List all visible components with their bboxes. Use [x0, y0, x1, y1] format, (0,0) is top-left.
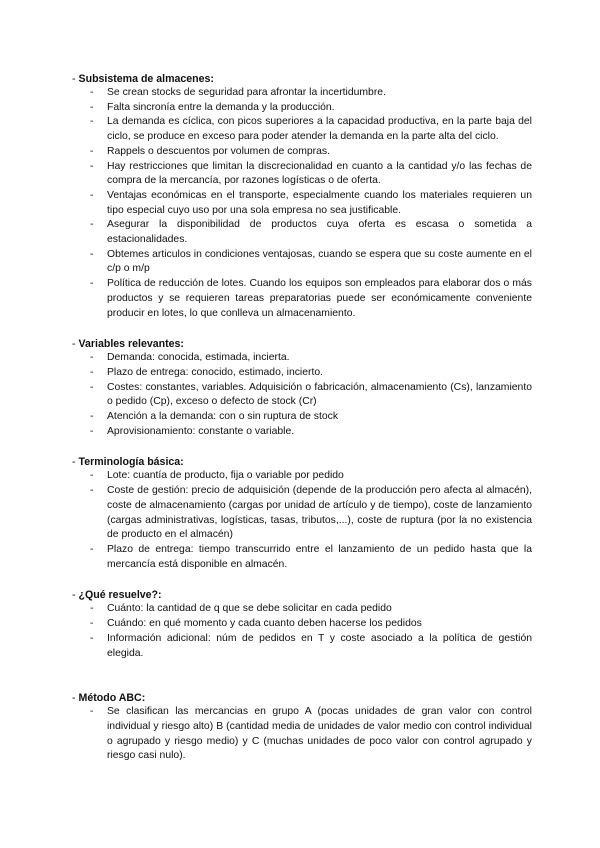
document-page [72, 72, 532, 780]
section-heading-text: Subsistema de almacenes: [78, 73, 214, 85]
dash-bullet: - [90, 632, 94, 644]
list-item-text: Información adicional: núm de pedidos en T y coste asociado a la política de gestión elegida. [107, 632, 532, 659]
section-metodo-abc [72, 691, 532, 764]
list-item-text: Rappels o descuentos por volumen de compras. [107, 145, 330, 157]
heading-dash: - [72, 73, 76, 85]
list-item [72, 425, 532, 440]
section-heading [72, 588, 532, 602]
section-subsistema-almacenes [72, 72, 532, 321]
list-item-text: Lote: cuantía de producto, fija o variable por pedido [107, 470, 344, 482]
list-item-text: Asegurar la disponibilidad de productos cuya oferta es escasa o sometida a estacionalidades. [107, 219, 532, 246]
section-heading-text: Método ABC: [78, 692, 146, 705]
list-item [72, 277, 532, 321]
list-item-text: Hay restricciones que limitan la discrecionalidad en cuanto a la cantidad y/o las fechas de compra de la mercancía, por razones logísticas o de oferta. [107, 160, 532, 187]
list-item-text: Demanda: conocida, estimada, incierta. [107, 352, 290, 364]
section-heading-text: Variables relevantes: [78, 338, 184, 351]
list-item-text: Cuándo: en qué momento y cada cuanto deben hacerse los pedidos [107, 618, 422, 630]
list-item [72, 351, 532, 366]
list-item [72, 632, 532, 661]
section-heading-text: ¿Qué resuelve?: [78, 589, 162, 602]
bullet-list [72, 469, 532, 572]
dash-bullet: - [90, 352, 94, 364]
list-item-text: Plazo de entrega: tiempo transcurrido entre el lanzamiento de un pedido hasta que la mercancía está disponible en almacén. [107, 543, 532, 570]
list-item [72, 705, 532, 764]
heading-dash: - [72, 692, 76, 705]
dash-bullet: - [90, 145, 94, 157]
list-item [72, 145, 532, 160]
list-item-text: Aprovisionamiento: constante o variable. [107, 425, 295, 437]
bullet-list [72, 351, 532, 439]
list-item-text: Se crean stocks de seguridad para afrontar la incertidumbre. [107, 87, 386, 98]
dash-bullet: - [90, 87, 94, 98]
section-heading [72, 691, 532, 705]
list-item-text: Se clasifican las mercancias en grupo A (pocas unidades de gran valor con control individual y riesgo alto) B (cantidad media de unidades de valor medio con control individual o agrupado y riesgo medio) y C (muchas unidades de poco valor con control agrupado y riesgo casi nulo). [107, 706, 532, 762]
list-item [72, 160, 532, 189]
list-item [72, 469, 532, 484]
list-item [72, 381, 532, 410]
list-item [72, 410, 532, 425]
list-item-text: Coste de gestión: precio de adquisición (depende de la producción pero afecta al almacén), coste de almacenamiento (cargas por unidad de artículo y de tiempo), coste de lanzamiento (cargas administrativas, logísticas, tasas, tributos,...), coste de ruptura (por la no existencia de producto en el almacén) [107, 485, 532, 541]
list-item-text: Política de reducción de lotes. Cuando los equipos son empleados para elaborar dos o más productos y se requieren tareas preparatorias puede ser económicamente conveniente producir en lotes, lo que conlleva un almacenamiento. [107, 278, 532, 319]
dash-bullet: - [90, 411, 94, 423]
bullet-list [72, 705, 532, 764]
section-heading [72, 72, 532, 86]
list-item [72, 86, 532, 101]
dash-bullet: - [90, 485, 94, 497]
list-item-text: Ventajas económicas en el transporte, especialmente cuando los materiales requieren un tipo especial cuyo uso por una sola empresa no sea justificable. [107, 189, 532, 216]
section-heading-text: Terminología básica: [78, 456, 184, 469]
section-que-resuelve [72, 588, 532, 661]
list-item-text: Atención a la demanda: con o sin ruptura de stock [107, 411, 339, 423]
dash-bullet: - [90, 381, 94, 393]
list-item [72, 248, 532, 277]
section-heading [72, 455, 532, 469]
list-item-text: La demanda es cíclica, con picos superiores a la capacidad productiva, en la parte baja del ciclo, se produce en exceso para poder atender la demanda en la parte alta del ciclo. [107, 116, 532, 143]
list-item [72, 543, 532, 572]
list-item [72, 602, 532, 617]
list-item-text: Plazo de entrega: conocido, estimado, incierto. [107, 366, 324, 378]
list-item-text: Falta sincronía entre la demanda y la producción. [107, 101, 335, 113]
section-variables-relevantes [72, 337, 532, 439]
dash-bullet: - [90, 189, 94, 201]
dash-bullet: - [90, 470, 94, 482]
list-item [72, 617, 532, 632]
dash-bullet: - [90, 160, 94, 172]
section-heading [72, 337, 532, 351]
heading-dash: - [72, 589, 76, 602]
list-item [72, 189, 532, 218]
dash-bullet: - [90, 248, 94, 260]
heading-dash: - [72, 456, 76, 469]
bullet-list [72, 602, 532, 661]
dash-bullet: - [90, 278, 94, 290]
dash-bullet: - [90, 425, 94, 437]
section-terminologia-basica [72, 455, 532, 572]
list-item-text: Costes: constantes, variables. Adquisición o fabricación, almacenamiento (Cs), lanzamiento o pedido (Cp), exceso o defecto de stock (Cr) [107, 381, 532, 408]
dash-bullet: - [90, 603, 94, 615]
dash-bullet: - [90, 366, 94, 378]
list-item-text: Obtemes articulos in condiciones ventajosas, cuando se espera que su coste aumente en el c/p o m/p [107, 248, 532, 275]
dash-bullet: - [90, 706, 94, 718]
dash-bullet: - [90, 101, 94, 113]
list-item [72, 366, 532, 381]
dash-bullet: - [90, 219, 94, 231]
dash-bullet: - [90, 116, 94, 128]
list-item [72, 484, 532, 543]
heading-dash: - [72, 338, 76, 351]
bullet-list [72, 86, 532, 321]
list-item [72, 101, 532, 116]
list-item-text: Cuánto: la cantidad de q que se debe solicitar en cada pedido [107, 603, 392, 615]
list-item [72, 115, 532, 144]
list-item [72, 218, 532, 247]
dash-bullet: - [90, 543, 94, 555]
dash-bullet: - [90, 618, 94, 630]
